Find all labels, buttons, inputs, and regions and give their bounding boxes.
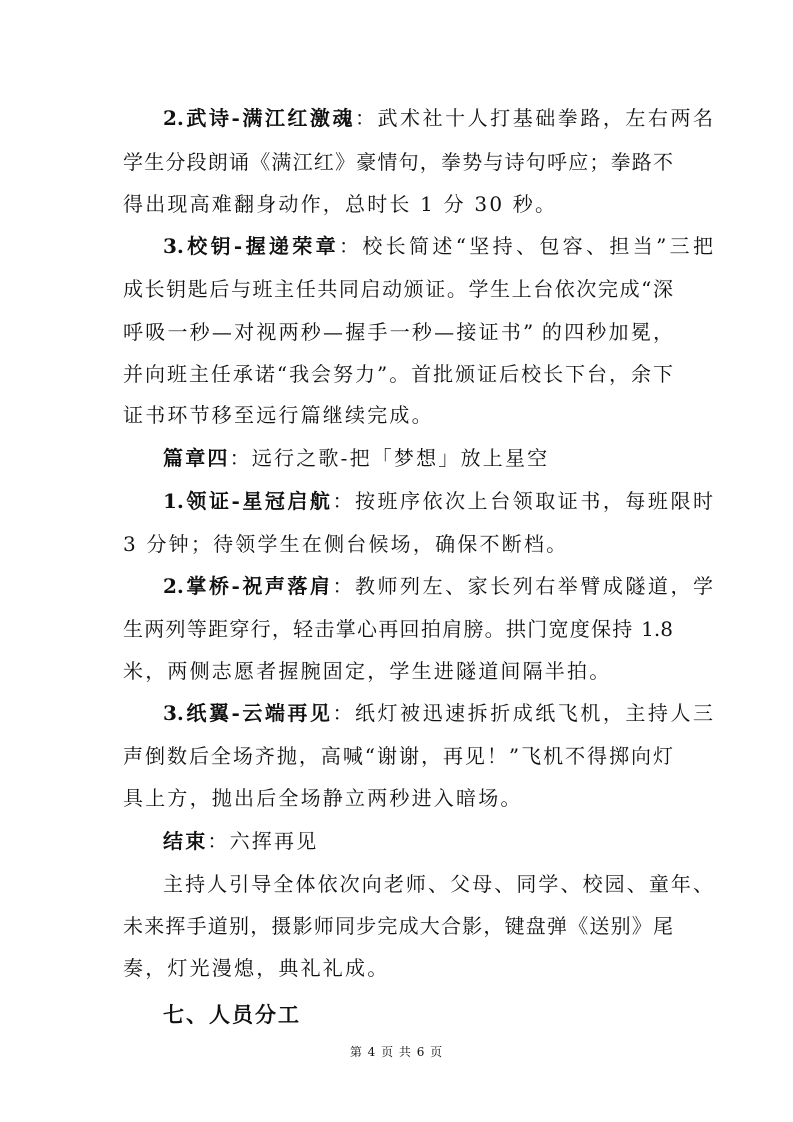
paragraph-line: 并向班主任承诺“我会努力”。首批颁证后校长下台，余下 (123, 362, 673, 386)
paragraph-lead: 结束 (163, 829, 208, 853)
paragraph-line: 得出现高难翻身动作，总时长 1 分 30 秒。 (123, 192, 558, 216)
paragraph-line: 成长钥匙后与班主任共同启动颁证。学生上台依次完成“深 (123, 277, 673, 301)
paragraph-lead: 篇章四 (163, 446, 230, 470)
paragraph-lead: 2.武诗-满江红激魂 (163, 106, 355, 130)
paragraph-line: 学生分段朗诵《满江红》豪情句，拳势与诗句呼应；拳路不 (123, 150, 673, 174)
paragraph-line: 主持人引导全体依次向老师、父母、同学、校园、童年、 (163, 872, 713, 896)
chapter-heading: 结束：六挥再见 (163, 829, 319, 853)
paragraph-line: 3.纸翼-云端再见：纸灯被迅速拆折成纸飞机，主持人三 (163, 701, 713, 725)
paragraph-line: 呼吸一秒—对视两秒—握手一秒—接证书” 的四秒加冕， (123, 320, 673, 344)
paragraph-line: 米，两侧志愿者握腕固定，学生进隧道间隔半拍。 (123, 659, 612, 683)
paragraph-line: 2.武诗-满江红激魂：武术社十人打基础拳路，左右两名 (163, 106, 713, 130)
paragraph-line: 具上方，抛出后全场静立两秒进入暗场。 (123, 786, 523, 810)
paragraph-lead: 2.掌桥-祝声落肩 (163, 574, 333, 598)
paragraph-line: 1.领证-星冠启航：按班序依次上台领取证书，每班限时 (163, 489, 713, 513)
paragraph-line: 2.掌桥-祝声落肩：教师列左、家长列右举臂成隧道，学 (163, 574, 713, 598)
page-footer: 第 4 页 共 6 页 (349, 1045, 444, 1059)
paragraph-lead: 3.纸翼-云端再见 (163, 701, 333, 725)
paragraph-line: 未来挥手道别，摄影师同步完成大合影，键盘弹《送别》尾 (123, 914, 673, 938)
section-heading: 七、人员分工 (163, 1003, 301, 1027)
paragraph-lead: 3.校钥-握递荣章 (163, 234, 339, 258)
paragraph-line: 3 分钟；待领学生在侧台候场，确保不断档。 (123, 532, 569, 556)
chapter-heading: 篇章四：远行之歌-把「梦想」放上星空 (163, 446, 550, 470)
paragraph-line: 证书环节移至远行篇继续完成。 (123, 403, 434, 427)
paragraph-line: 3.校钥-握递荣章：校长简述“坚持、包容、担当”三把 (163, 234, 713, 258)
paragraph-line: 生两列等距穿行，轻击掌心再回拍肩膀。拱门宽度保持 1.8 (123, 617, 673, 641)
paragraph-line: 声倒数后全场齐抛，高喊“谢谢，再见！”飞机不得掷向灯 (123, 744, 673, 768)
paragraph-line: 奏，灯光漫熄，典礼礼成。 (123, 956, 390, 980)
paragraph-lead: 1.领证-星冠启航 (163, 489, 333, 513)
